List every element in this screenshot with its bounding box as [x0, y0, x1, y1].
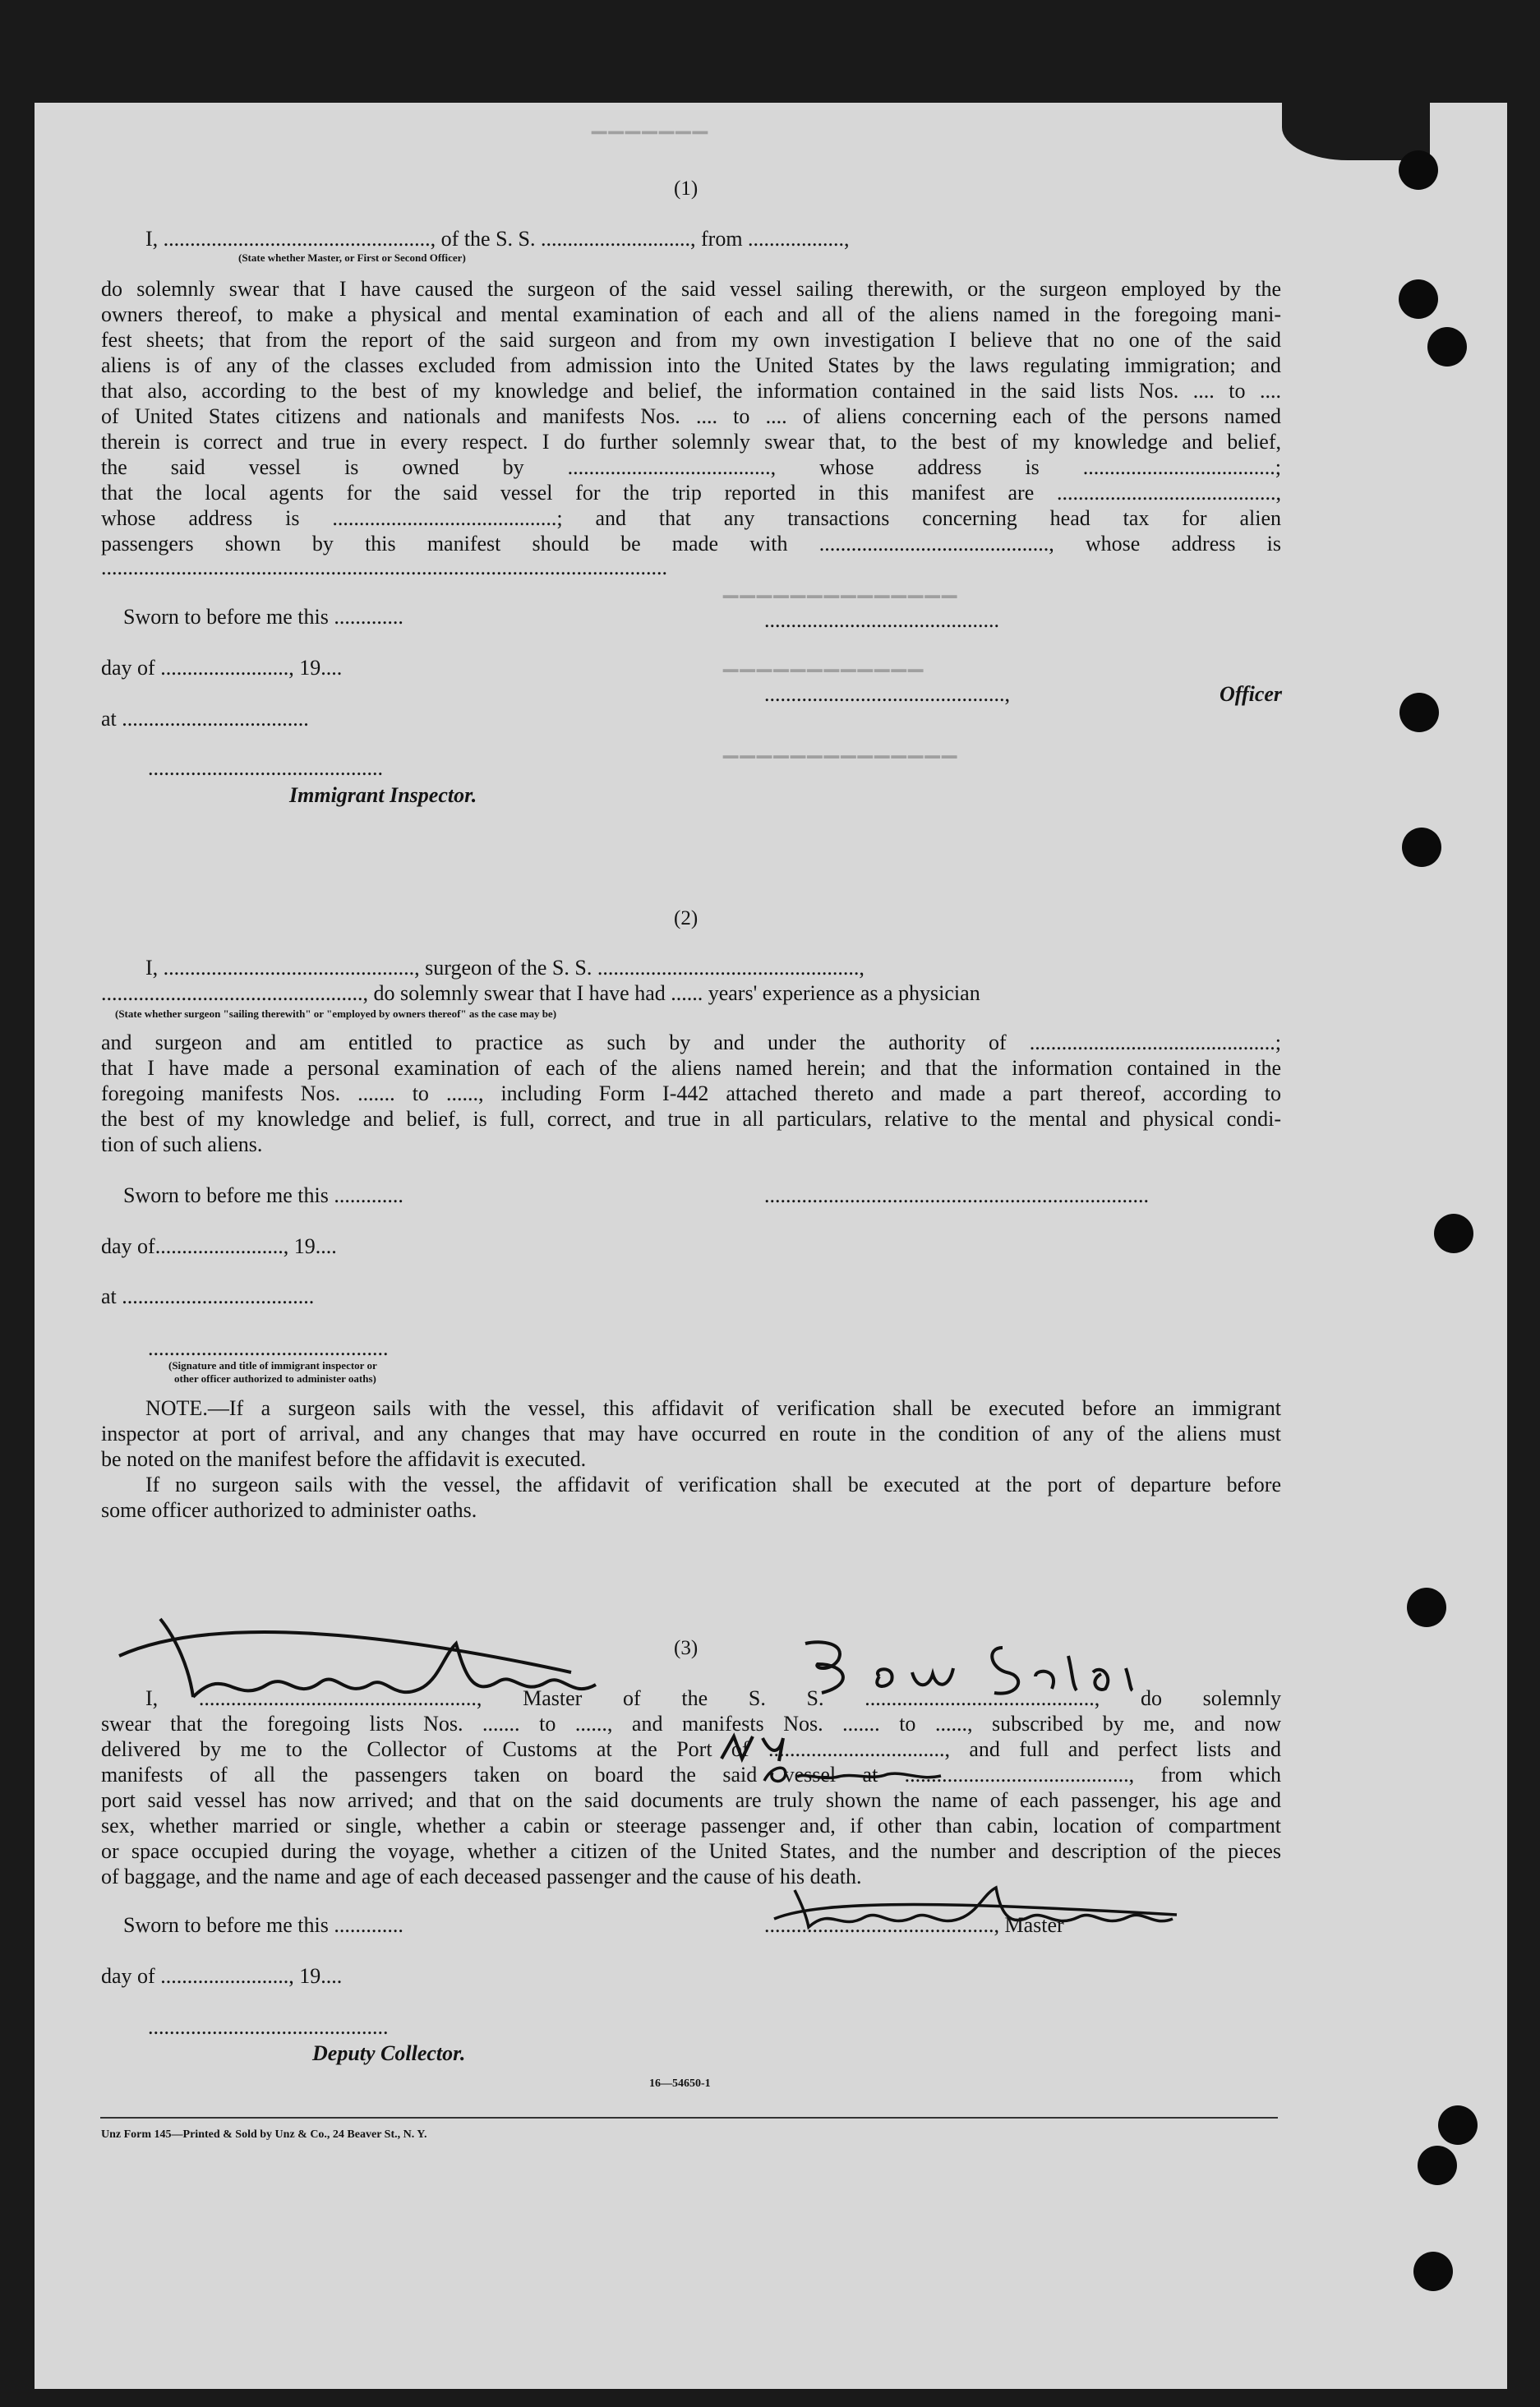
section-2-day: day of........................, 19....	[101, 1234, 337, 1258]
text-line: be noted on the manifest before the affidavit is executed.	[101, 1447, 587, 1471]
text-line: port said vessel has now arrived; and that on the said documents are truly shown the name of each passenger, his age and	[101, 1788, 1281, 1812]
master-signature-handwriting	[111, 1607, 612, 1713]
section-2-at: at ....................................	[101, 1284, 315, 1308]
binder-hole	[1418, 2146, 1457, 2185]
text-line: whose address is ..........................................; and that any transactions concerning head tax for alien	[101, 506, 1281, 530]
text-line: some officer authorized to administer oaths.	[101, 1498, 477, 1522]
text-line: If no surgeon sails with the vessel, the affidavit of verification shall be executed at the port of departure before	[145, 1473, 1281, 1496]
section-3-master-dots: ..........................................., Master	[764, 1913, 1064, 1937]
bleed-through-marks: ▔▔▔▔▔▔▔	[592, 133, 710, 154]
form-number: 16—54650-1	[649, 2077, 711, 2090]
section-1-officer-dots-1: ............................................	[764, 608, 999, 632]
printer-imprint: Unz Form 145—Printed & Sold by Unz & Co., 24 Beaver St., N. Y.	[101, 2128, 427, 2141]
bleed-through-marks: ▁▁▁▁▁▁▁▁▁▁▁▁▁▁	[723, 577, 959, 598]
section-1-inspector-title: Immigrant Inspector.	[289, 783, 477, 807]
section-1-officer-dots-2: .............................................,	[764, 682, 1010, 706]
binder-hole	[1434, 1214, 1473, 1253]
section-2-number: (2)	[674, 907, 699, 929]
text-line: aliens is of any of the classes excluded from admission into the United States by the laws regulating immigration; and	[101, 353, 1281, 377]
text-line: foregoing manifests Nos. ....... to ......, including Form I-442 attached thereto and made a part thereof, according to	[101, 1081, 1281, 1105]
section-2-inspector-dots: .............................................	[148, 1336, 389, 1360]
text-line: sex, whether married or single, whether a cabin or steerage passenger and, if other than cabin, location of compartment	[101, 1814, 1281, 1838]
binder-hole	[1407, 1588, 1446, 1627]
section-2-signature-hint-2: other officer authorized to administer oaths)	[174, 1372, 376, 1385]
section-2-sworn: Sworn to before me this .............	[123, 1183, 403, 1207]
section-3-day: day of ........................, 19....	[101, 1964, 343, 1988]
footer-rule	[100, 2117, 1278, 2119]
text-line: do solemnly swear that I have caused the surgeon of the said vessel sailing therewith, or the surgeon employed by the	[101, 277, 1281, 301]
section-3-number: (3)	[674, 1637, 699, 1659]
text-line: fest sheets; that from the report of the said surgeon and from my own investigation I believe that no one of the said	[101, 328, 1281, 352]
text-line: of United States citizens and nationals and manifests Nos. .... to .... of aliens concerning each of the persons named	[101, 404, 1281, 428]
vessel-name-handwriting	[789, 1631, 1150, 1705]
text-line: and surgeon and am entitled to practice as such by and under the authority of ..............................................;	[101, 1031, 1281, 1054]
departure-port-handwriting	[756, 1756, 953, 1789]
section-1-sworn: Sworn to before me this .............	[123, 605, 403, 629]
text-line: the said vessel is owned by ......................................, whose address is ....................................;	[101, 455, 1281, 479]
section-1-hint: (State whether Master, or First or Second Officer)	[238, 251, 466, 264]
section-2-signature-dots: ........................................................................	[764, 1183, 1149, 1207]
binder-hole	[1399, 150, 1438, 190]
section-1-at: at ...................................	[101, 707, 309, 731]
text-line: or space occupied during the voyage, whether a citizen of the United States, and the number and description of the pieces	[101, 1839, 1281, 1863]
section-2-second-line: ................................................., do solemnly swear that I have had ...... years' experience as a physician	[101, 981, 980, 1005]
binder-hole	[1402, 828, 1441, 867]
binder-hole	[1413, 2252, 1453, 2291]
text-line: the best of my knowledge and belief, is full, correct, and true in all particulars, relative to the mental and physical condi-	[101, 1107, 1281, 1131]
text-line: tion of such aliens.	[101, 1132, 263, 1156]
binder-hole	[1399, 279, 1438, 319]
bleed-through-marks: ▁▁▁▁▁▁▁▁▁▁▁▁	[723, 651, 925, 672]
torn-corner	[1282, 103, 1430, 160]
text-line: delivered by me to the Collector of Customs at the Port of ................................., and full and perfect lists and	[101, 1737, 1281, 1761]
section-2-first-line: I, ..............................................., surgeon of the S. S. .................................................,	[145, 956, 865, 980]
text-line: owners thereof, to make a physical and mental examination of each and all of the aliens named in the foregoing mani-	[101, 302, 1281, 326]
section-1-first-line: I, .................................................., of the S. S. ............................, from ..................,	[145, 227, 850, 251]
text-line: passengers shown by this manifest should be made with ..........................................., whose address is	[101, 532, 1281, 556]
section-2-hint: (State whether surgeon "sailing therewith" or "employed by owners thereof" as the case may be)	[115, 1008, 557, 1020]
binder-hole	[1427, 327, 1467, 367]
binder-hole	[1438, 2105, 1478, 2145]
text-line: of baggage, and the name and age of each deceased passenger and the cause of his death.	[101, 1865, 862, 1888]
section-1-officer-title: Officer	[1220, 682, 1283, 706]
text-line: NOTE.—If a surgeon sails with the vessel, this affidavit of verification shall be executed before an immigrant	[145, 1396, 1281, 1420]
binder-hole	[1399, 693, 1439, 732]
text-line: manifests of all the passengers taken on board the said vessel at .........................................., from which	[101, 1763, 1281, 1787]
section-1-inspector-dots: ............................................	[148, 756, 383, 780]
section-1-trailing-dots: ..........................................................................................................	[101, 556, 667, 579]
text-line: that I have made a personal examination of each of the aliens named herein; and that the information contained in the	[101, 1056, 1281, 1080]
text-line: that the local agents for the said vessel for the trip reported in this manifest are .........................................,	[101, 481, 1281, 505]
section-2-signature-hint-1: (Signature and title of immigrant inspector or	[168, 1359, 377, 1372]
bleed-through-marks: ▁▁▁▁▁▁▁▁▁▁▁▁▁▁	[723, 737, 959, 759]
text-line: that also, according to the best of my knowledge and belief, the information contained in the said lists Nos. .... to ....	[101, 379, 1281, 403]
text-line: swear that the foregoing lists Nos. ....... to ......, and manifests Nos. ....... to ......, subscribed by me, and now	[101, 1712, 1281, 1736]
text-line: therein is correct and true in every respect. I do further solemnly swear that, to the best of my knowledge and belief,	[101, 430, 1281, 454]
section-3-collector-title: Deputy Collector.	[312, 2041, 466, 2065]
section-3-collector-dots: .............................................	[148, 2015, 389, 2039]
text-line: inspector at port of arrival, and any changes that may have occurred en route in the condition of any of the aliens must	[101, 1422, 1281, 1446]
section-3-first-line: I, ...................................................., Master of the S. S. ..........................................., do solemnly	[145, 1686, 1281, 1710]
section-1-number: (1)	[674, 178, 699, 200]
section-1-day: day of ........................, 19....	[101, 656, 343, 680]
section-3-sworn: Sworn to before me this .............	[123, 1913, 403, 1937]
